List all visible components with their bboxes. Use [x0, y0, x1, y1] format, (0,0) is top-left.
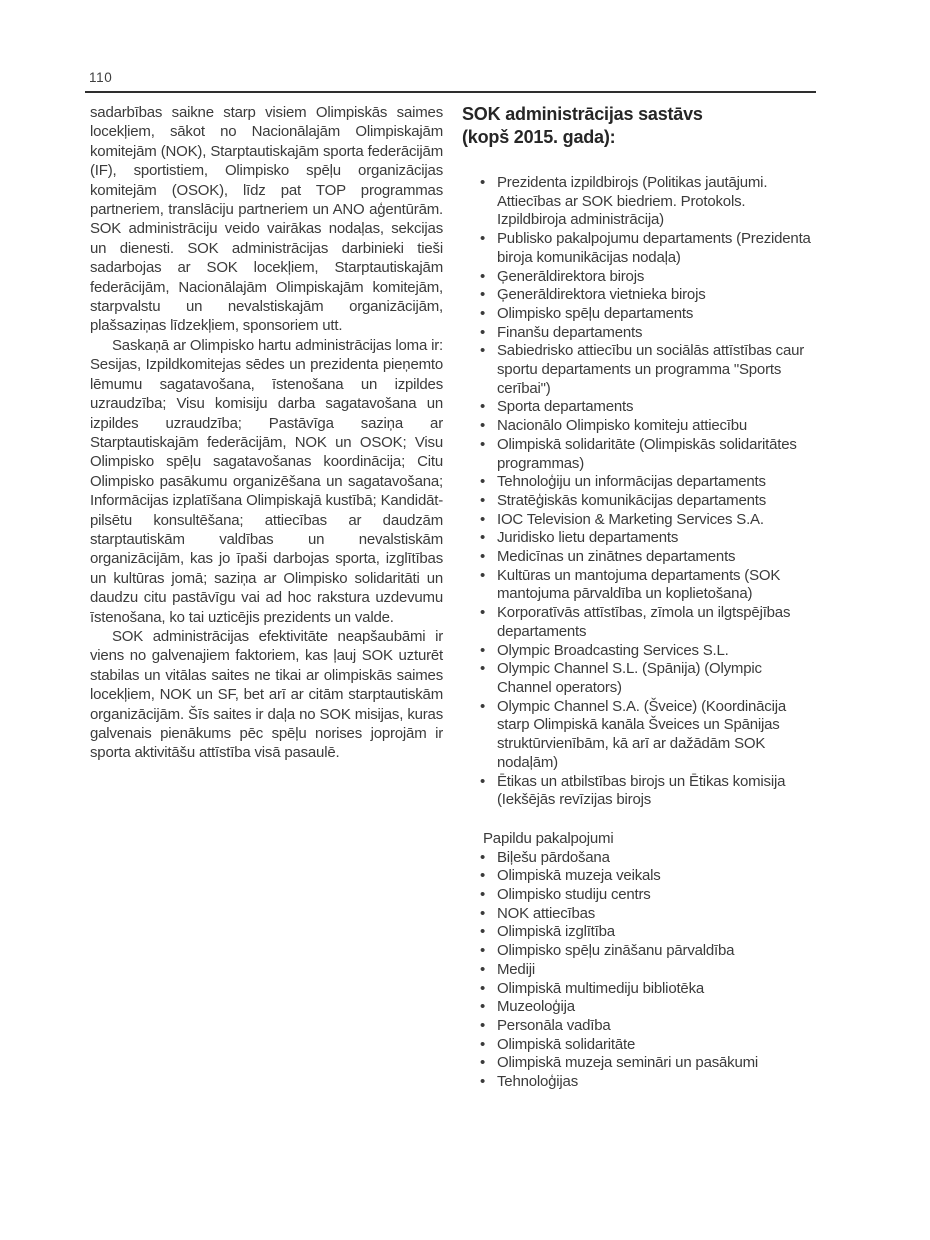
service-item: • Tehnoloģijas	[497, 1073, 818, 1092]
department-item: • IOC Television & Marketing Services S.A.	[497, 511, 818, 530]
department-item: • Ģenerāldirektora birojs	[497, 268, 818, 287]
right-column	[462, 103, 818, 1092]
department-item: • Medicīnas un zinātnes departaments	[497, 548, 818, 567]
service-item: • Mediji	[497, 961, 818, 980]
left-column	[90, 103, 443, 1092]
department-item: • Juridisko lietu departaments	[497, 529, 818, 548]
department-item: • Sabiedrisko attiecību un sociālās attīstības caur sportu departaments un programma "Sports cerībai")	[497, 342, 818, 398]
page-number: 110	[89, 70, 113, 85]
service-item: • Biļešu pārdošana	[497, 849, 818, 868]
department-item: • Sporta departaments	[497, 398, 818, 417]
department-item: • Ģenerāldirektora vietnieka birojs	[497, 286, 818, 305]
departments-list	[462, 174, 818, 810]
service-item: • Personāla vadība	[497, 1017, 818, 1036]
service-item: • Olimpiskā solidaritāte	[497, 1036, 818, 1055]
department-item: • Publisko pakalpojumu departaments (Prezidenta biroja komunikācijas nodaļa)	[497, 230, 818, 267]
body-paragraph: sadarbības saikne starp visiem Olimpiskās saimes locekļiem, sākot no Nacionālajām Olimpiskajām komitejām (NOK), Starptautiskajām sporta federācijām (IF), sportistiem, Olimpisko spēļu organizācijas komitejām (OSOK), līdz pat TOP programmas partneriem, translāciju partneriem un ANO aģentūrām. SOK administrāciju veido vairākas nodaļas, sekcijas un dienesti. SOK administrācijas darbinieki tieši sadarbojas ar SOK locekļiem, Starptautiskajām federācijām, Nacionālajām Olimpiskajām komitejām, starpvalstu un nevalstiskajām organizācijām, plašsaziņas līdzekļiem, sponsoriem utt.	[90, 104, 443, 335]
service-item: • Olimpiskā muzeja semināri un pasākumi	[497, 1054, 818, 1073]
section-heading	[462, 103, 818, 149]
additional-services-title: Papildu pakalpojumi	[483, 829, 614, 847]
section-heading-line1: SOK administrācijas sastāvs	[462, 104, 703, 124]
service-item: • Olimpisko studiju centrs	[497, 886, 818, 905]
department-item: • Olympic Channel S.A. (Šveice) (Koordinācija starp Olimpiskā kanāla Šveices un Spānijas struktūrvienībām, kā arī ar dažādām SOK nodaļām)	[497, 698, 818, 773]
department-item: • Prezidenta izpildbirojs (Politikas jautājumi. Attiecības ar SOK biedriem. Protokols. Izpildbiroja administrācija)	[497, 174, 818, 230]
department-item: • Olimpisko spēļu departaments	[497, 305, 818, 324]
body-paragraph: Saskaņā ar Olimpisko hartu administrācijas loma ir: Sesijas, Izpildkomitejas sēdes un prezidenta pieņemto lēmumu sagatavošana, īstenošana un izpildes uzraudzība; Visu komisiju darba sagatavošana un izpildes uzraudzība; Pastāvīga saziņa ar Starptautiskajām federācijām, NOK un OSOK; Visu Olimpisko spēļu sagatavošanas koordinācija; Citu Olimpisko pasākumu organizēšana un sagatavošana; Informācijas izplatīšana Olimpiskajā kustībā; Kandidāt-pilsētu konsultēšana; attiecības ar daudzām starptautiskām valdības un nevalstiskām organizācijām, kas jo īpaši darbojas sporta, izglītības un kultūras jomā; saziņa ar Olimpisko solidaritāti un daudzu citu pastāvīgu vai ad hoc rakstura uzdevumu īstenošana, ko tai uzticējis prezidents un valde.	[90, 336, 443, 626]
additional-services-list	[462, 849, 818, 1092]
department-item: • Ētikas un atbilstības birojs un Ētikas komisija (Iekšējās revīzijas birojs	[497, 773, 818, 810]
department-item: • Kultūras un mantojuma departaments (SOK mantojuma pārvaldība un koplietošana)	[497, 567, 818, 604]
service-item: • NOK attiecības	[497, 905, 818, 924]
department-item: • Olimpiskā solidaritāte (Olimpiskās solidaritātes programmas)	[497, 436, 818, 473]
body-paragraph: SOK administrācijas efektivitāte neapšaubāmi ir viens no galvenajiem faktoriem, kas ļauj SOK uzturēt stabilas un vitālas saites ne tikai ar olimpiskās saimes locekļiem, NOK un SF, bet arī ar citām starptautiskām organizācijām. Šīs saites ir daļa no SOK misijas, kuras galvenais pienākums pēc spēļu norises joprojām ir sporta aktivitāšu attīstība visā pasaulē.	[90, 627, 443, 762]
service-item: • Olimpiskā multimediju bibliotēka	[497, 980, 818, 999]
service-item: • Olimpiskā muzeja veikals	[497, 867, 818, 886]
department-item: • Nacionālo Olimpisko komiteju attiecību	[497, 417, 818, 436]
two-column-layout	[90, 103, 818, 1092]
section-heading-line2: (kopš 2015. gada):	[462, 127, 616, 147]
header-rule	[85, 91, 816, 93]
department-item: • Korporatīvās attīstības, zīmola un ilgtspējības departaments	[497, 604, 818, 641]
department-item: • Olympic Channel S.L. (Spānija) (Olympic Channel operators)	[497, 660, 818, 697]
service-item: • Olimpiskā izglītība	[497, 923, 818, 942]
service-item: • Muzeoloģija	[497, 998, 818, 1017]
department-item: • Tehnoloģiju un informācijas departaments	[497, 473, 818, 492]
department-item: • Finanšu departaments	[497, 324, 818, 343]
service-item: • Olimpisko spēļu zināšanu pārvaldība	[497, 942, 818, 961]
department-item: • Stratēģiskās komunikācijas departaments	[497, 492, 818, 511]
department-item: • Olympic Broadcasting Services S.L.	[497, 642, 818, 661]
